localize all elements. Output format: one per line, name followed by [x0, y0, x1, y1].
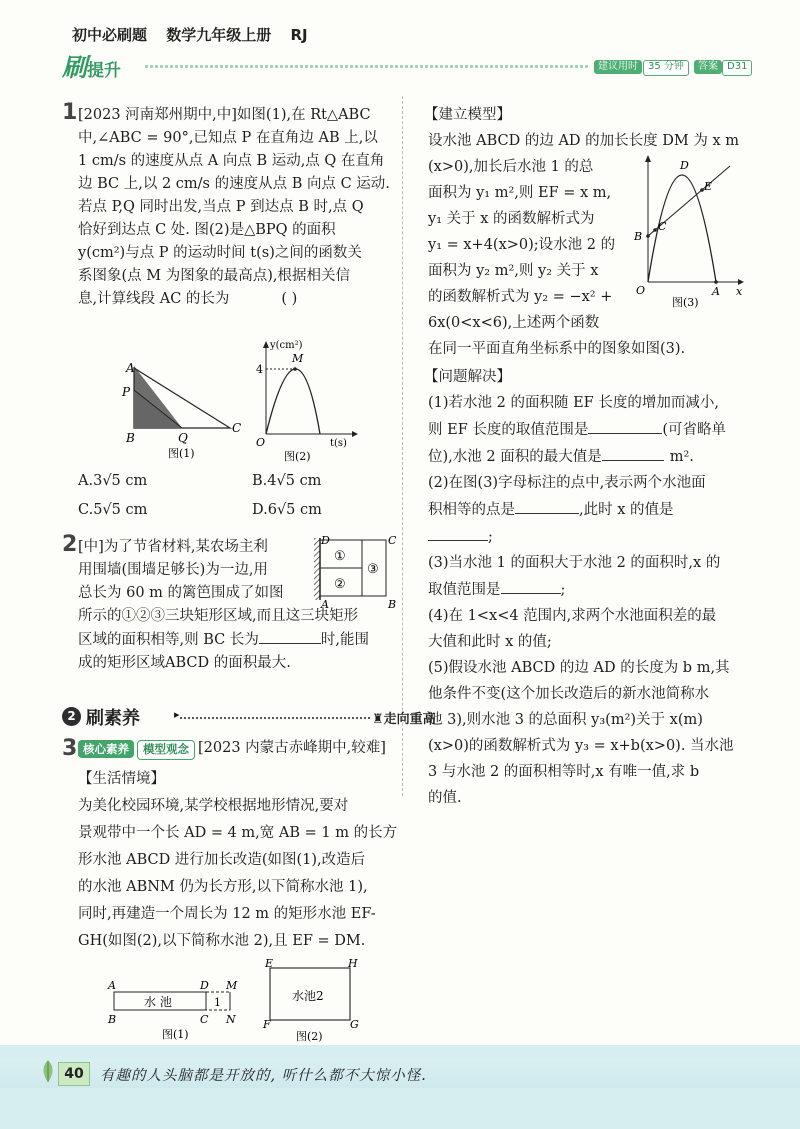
- header-title: [72, 24, 322, 45]
- p3b-text: 取值范围是: [428, 582, 501, 598]
- ctx-line: 为美化校园环境,某学校根据地形情况,要对: [78, 798, 349, 814]
- q3-context: [78, 768, 397, 953]
- option-letter: A.: [78, 473, 94, 489]
- fig3-caption: 图(3): [672, 296, 699, 308]
- label-x: x: [736, 285, 743, 298]
- answer-blank[interactable]: [501, 578, 561, 594]
- model-title: 【建立模型】: [424, 107, 511, 123]
- ctx-line: 形水池 ABCD 进行加长改造(如图(1),改造后: [78, 852, 366, 868]
- ctx-line: 的水池 ABNM 仍为长方形,以下简称水池 1),: [78, 879, 368, 895]
- option-letter: B.: [252, 473, 268, 489]
- model-line: 面积为 y₁ m²,则 EF = x m,: [428, 185, 612, 201]
- region-1: ①: [334, 549, 346, 564]
- p5-line: 他条件不变(这个加长改造后的新水池简称水: [428, 686, 710, 702]
- leaf-icon: [40, 1058, 56, 1084]
- p5-line: (5)假设水池 ABCD 的边 AD 的长度为 b m,其: [428, 660, 730, 676]
- option-letter: C.: [78, 502, 94, 518]
- option-value: 6√5 cm: [267, 502, 322, 518]
- model-line: 的函数解析式为 y₂ = −x² +: [428, 289, 613, 305]
- answer-blank[interactable]: [428, 525, 488, 541]
- y-label: y(cm²): [270, 340, 303, 351]
- label-c: C: [388, 534, 396, 547]
- solve-section: [424, 366, 734, 813]
- p5-line: 3 与水池 2 的面积相等时,x 有唯一值,求 b: [428, 764, 700, 780]
- option-value: 3√5 cm: [93, 473, 148, 489]
- answer-blank[interactable]: [588, 418, 662, 434]
- q2-number: 2: [62, 532, 78, 557]
- origin-o: O: [256, 436, 266, 449]
- ctx-line: 景观带中一个长 AD = 4 m,宽 AB = 1 m 的长方: [78, 825, 398, 841]
- q1-line: 系图象(点 M 为图象的最高点),根据相关信: [78, 268, 350, 284]
- p2-line-b: [428, 498, 734, 522]
- region-2: ②: [334, 577, 346, 592]
- ctx-line: 同时,再建造一个周长为 12 m 的矩形水池 EF-: [78, 906, 376, 922]
- extension-label: 1: [214, 996, 221, 1009]
- fig2-caption: 图(2): [284, 450, 311, 462]
- section-tail-text: 走向重高: [383, 712, 436, 727]
- p2b-text: 积相等的点是: [428, 502, 515, 518]
- brand-small: 提升: [87, 61, 122, 81]
- answer-paren: ( ): [281, 291, 298, 307]
- trophy-icon: ♜: [372, 712, 384, 727]
- p4-line-b: 大值和此时 x 的值;: [428, 634, 552, 650]
- book-name: 初中必刷题: [72, 26, 148, 44]
- p1b-text: 则 EF 长度的取值范围是: [428, 422, 589, 438]
- section-number: 2: [62, 707, 81, 726]
- parabola-curve: [266, 369, 320, 434]
- p1b-tail: (可省略单: [662, 422, 727, 438]
- q2-line-5: 区域的面积相等,则 BC 长为: [78, 632, 259, 648]
- model-line: 6x(0<x<6),上述两个函数: [428, 315, 600, 331]
- answer-label-tag: 答案: [694, 60, 722, 74]
- answer-blank[interactable]: [259, 628, 321, 644]
- label-e: E: [704, 180, 713, 193]
- label-p: P: [122, 385, 131, 399]
- origin-o: O: [636, 284, 646, 297]
- section-heading: [62, 704, 436, 730]
- label-m: M: [292, 352, 304, 365]
- label-f: F: [263, 1018, 271, 1031]
- q2-line: 用围墙(围墙足够长)为一边,用: [78, 562, 268, 578]
- solve-title: 【问题解决】: [424, 369, 511, 385]
- p3-line-b: [428, 578, 734, 602]
- label-d: D: [680, 159, 689, 172]
- q3-figure-graph3: [626, 152, 752, 308]
- badge-model: 模型观念: [137, 740, 195, 760]
- p3b-tail: ;: [560, 582, 566, 598]
- badge-core: 核心素养: [78, 740, 134, 758]
- pool2-label: 水池2: [292, 989, 324, 1003]
- fig2-caption: 图(2): [296, 1030, 323, 1043]
- p4-line-a: (4)在 1<x<4 范围内,求两个水池面积差的最: [428, 608, 717, 624]
- x-label: t(s): [330, 438, 347, 449]
- label-q: Q: [178, 431, 188, 445]
- label-e: E: [265, 958, 274, 970]
- q1-line: y(cm²)与点 P 的运动时间 t(s)之间的函数关: [78, 245, 362, 261]
- p1-line-a: (1)若水池 2 的面积随 EF 长度的增加而减小,: [428, 395, 719, 411]
- dotted-rule: [180, 717, 370, 719]
- ctx-line: GH(如图(2),以下简称水池 2),且 EF = DM.: [78, 933, 366, 949]
- wall-hatch: [314, 538, 320, 600]
- arrow-icon: ▸: [174, 708, 180, 721]
- y-axis-arrow: [645, 155, 651, 162]
- p2c-tail: ;: [488, 529, 493, 545]
- answer-code-tag: D31: [722, 60, 752, 76]
- option-b[interactable]: [252, 473, 321, 489]
- q1-line: 1 cm/s 的速度从点 A 向点 B 运动,点 Q 在直角: [78, 153, 385, 169]
- option-a[interactable]: [78, 473, 147, 489]
- subject-name: 数学九年级上册: [166, 26, 272, 44]
- brand-logo: [62, 48, 140, 82]
- q1-line: 若点 P,Q 同时出发,当点 P 到达点 B 时,点 Q: [78, 199, 364, 215]
- q2-line: 成的矩形区域ABCD 的面积最大.: [78, 655, 291, 671]
- model-text: [428, 156, 615, 338]
- q2-after-blank: 时,能围: [320, 632, 369, 648]
- y-axis-arrow: [263, 341, 269, 348]
- label-a: A: [108, 979, 116, 992]
- label-a: A: [712, 285, 720, 298]
- label-b: B: [388, 598, 396, 610]
- label-b: B: [126, 431, 135, 445]
- p5-line: 池 3),则水池 3 的总面积 y₃(m²)关于 x(m): [428, 712, 703, 728]
- model-line: (x>0),加长后水池 1 的总: [428, 159, 594, 175]
- label-n: N: [226, 1013, 236, 1026]
- p3-line-a: (3)当水池 1 的面积大于水池 2 的面积时,x 的: [428, 555, 721, 571]
- p1c-tail: m².: [669, 449, 694, 465]
- p5-line: (x>0)的函数解析式为 y₃ = x+b(x>0). 当水池: [428, 738, 734, 754]
- label-b: B: [108, 1013, 117, 1026]
- q1-line: 中,∠ABC = 90°,已知点 P 在直角边 AB 上,以: [78, 130, 378, 146]
- option-value: 5√5 cm: [93, 502, 148, 518]
- point-c: [653, 228, 657, 232]
- model-line: 面积为 y₂ m²,则 y₂ 关于 x: [428, 263, 599, 279]
- label-c: C: [232, 421, 242, 435]
- q1-number: 1: [62, 100, 78, 125]
- q3-figure-pool1: [104, 978, 246, 1042]
- edition: RJ: [290, 26, 308, 44]
- tick-4: 4: [256, 363, 263, 376]
- q1-line: 边 BC 上,以 2 cm/s 的速度从点 B 向点 C 运动.: [78, 176, 390, 192]
- q2-line: 总长为 60 m 的篱笆围成了如图: [78, 585, 284, 601]
- model-line-1: 设水池 ABCD 的边 AD 的加长长度 DM 为 x m: [428, 133, 739, 149]
- point-m: [293, 367, 297, 371]
- q2-line: [78, 628, 369, 652]
- q1-line: 恰好到达点 C 处. 图(2)是△BPQ 的面积: [78, 222, 336, 238]
- page-number: 40: [58, 1062, 90, 1086]
- answer-blank[interactable]: [515, 498, 579, 514]
- q1-line-last: 息,计算线段 AC 的长为: [78, 291, 230, 307]
- answer-blank[interactable]: [602, 445, 664, 461]
- model-line: y₁ 关于 x 的函数解析式为: [428, 211, 595, 227]
- footer-motto: 有趣的人头脑都是开放的, 听什么都不大惊小怪.: [100, 1068, 427, 1084]
- ctx-title: 【生活情境】: [78, 771, 165, 787]
- column-divider: [402, 96, 403, 796]
- option-value: 4√5 cm: [267, 473, 322, 489]
- q1-line: [2023 河南郑州期中,中]如图(1),在 Rt△ABC: [78, 107, 371, 123]
- x-axis-arrow: [352, 431, 358, 437]
- p2-line-a: (2)在图(3)字母标注的点中,表示两个水池面: [428, 475, 706, 491]
- label-c: C: [658, 220, 667, 233]
- q2-line: [中]为了节省材料,某农场主利: [78, 539, 268, 555]
- label-d: D: [200, 979, 209, 992]
- p1-line-c: [428, 445, 734, 469]
- point-b: [646, 234, 650, 238]
- time-value-tag: 35 分钟: [643, 60, 689, 76]
- dotted-bar: [144, 62, 590, 71]
- q3-figure-pool2: [262, 958, 362, 1044]
- q3-source: [2023 内蒙古赤峰期中,较难]: [198, 740, 386, 756]
- p1-line-b: [428, 418, 734, 442]
- q2-line: 所示的①②③三块矩形区域,而且这三块矩形: [78, 608, 359, 624]
- label-g: G: [350, 1018, 359, 1031]
- p5-line: 的值.: [428, 790, 462, 806]
- pool-label: 水 池: [144, 995, 172, 1009]
- brand-big: 刷: [62, 53, 88, 82]
- q1-figure-triangle: [118, 360, 248, 460]
- label-h: H: [348, 958, 358, 970]
- label-a: A: [321, 598, 329, 610]
- q2-figure-fence: [304, 532, 396, 610]
- time-label-tag: 建议用时: [594, 60, 642, 74]
- label-a: A: [126, 361, 135, 375]
- q1-text: [78, 104, 390, 311]
- point-a: [714, 280, 718, 284]
- q3-number: 3: [62, 736, 78, 761]
- fig1-caption: 图(1): [168, 447, 195, 460]
- q1-figure-graph: [252, 338, 362, 462]
- q1-line: [78, 288, 390, 311]
- p1c-text: 位),水池 2 面积的最大值是: [428, 449, 602, 465]
- section-title: 刷素养: [86, 708, 140, 729]
- option-c[interactable]: [78, 502, 147, 518]
- fig1-caption: 图(1): [162, 1028, 189, 1041]
- option-d[interactable]: [252, 502, 322, 518]
- p2-line-c: [428, 525, 734, 549]
- p2b-tail: ,此时 x 的值是: [579, 502, 674, 518]
- label-m: M: [226, 979, 238, 992]
- region-3: ③: [367, 562, 379, 577]
- model-line-last: 在同一平面直角坐标系中的图象如图(3).: [428, 341, 686, 357]
- option-letter: D.: [252, 502, 268, 518]
- label-b: B: [634, 230, 643, 243]
- model-line: y₁ = x+4(x>0);设水池 2 的: [428, 237, 616, 253]
- label-c: C: [200, 1013, 209, 1026]
- label-d: D: [321, 534, 330, 547]
